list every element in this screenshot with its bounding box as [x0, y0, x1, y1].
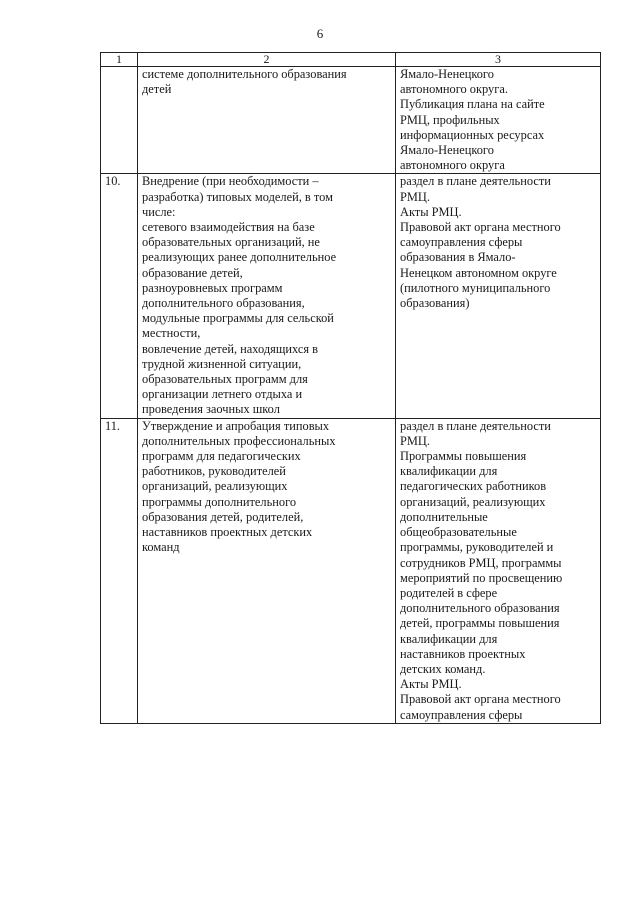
column-header-measure: 2 [138, 53, 396, 67]
column-header-number: 1 [101, 53, 138, 67]
measure-cell: системе дополнительного образования детей [138, 67, 396, 174]
row-number [101, 67, 138, 174]
table-row [101, 174, 601, 418]
column-header-result: 3 [396, 53, 601, 67]
table-row [101, 418, 601, 723]
measure-cell: Утверждение и апробация типовых дополнительных профессиональных программ для педагогических работников, руководителей организаций, реализующих программы дополнительного образования детей, родителей, наставников проектных детских команд [138, 418, 396, 723]
page-number: 6 [316, 26, 324, 41]
table-header-row [101, 53, 601, 67]
result-cell: раздел в плане деятельности РМЦ. Программы повышения квалификации для педагогических работников организаций, реализующих дополнительные общеобразовательные программы, руководителей и сотрудников РМЦ, программы мероприятий по просвещению родителей в сфере дополнительного образования детей, программы повышения квалификации для наставников проектных детских команд. Акты РМЦ. Правовой акт органа местного самоуправления сферы [396, 418, 601, 723]
table-row [101, 67, 601, 174]
result-cell: Ямало-Ненецкого автономного округа. Публикация плана на сайте РМЦ, профильных информационных ресурсах Ямало-Ненецкого автономного округа [396, 67, 601, 174]
row-number: 10. [101, 174, 138, 418]
plan-table [100, 52, 601, 724]
measure-cell: Внедрение (при необходимости – разработка) типовых моделей, в том числе: сетевого взаимодействия на базе образовательных организаций, не реализующих ранее дополнительное образование детей, разноуровневых программ дополнительного образования, модульные программы для сельской местности, вовлечение детей, находящихся в трудной жизненной ситуации, образовательных программ для организации летнего отдыха и проведения заочных школ [138, 174, 396, 418]
result-cell: раздел в плане деятельности РМЦ. Акты РМЦ. Правовой акт органа местного самоуправления сферы образования в Ямало- Ненецком автономном округе (пилотного муниципального образования) [396, 174, 601, 418]
row-number: 11. [101, 418, 138, 723]
